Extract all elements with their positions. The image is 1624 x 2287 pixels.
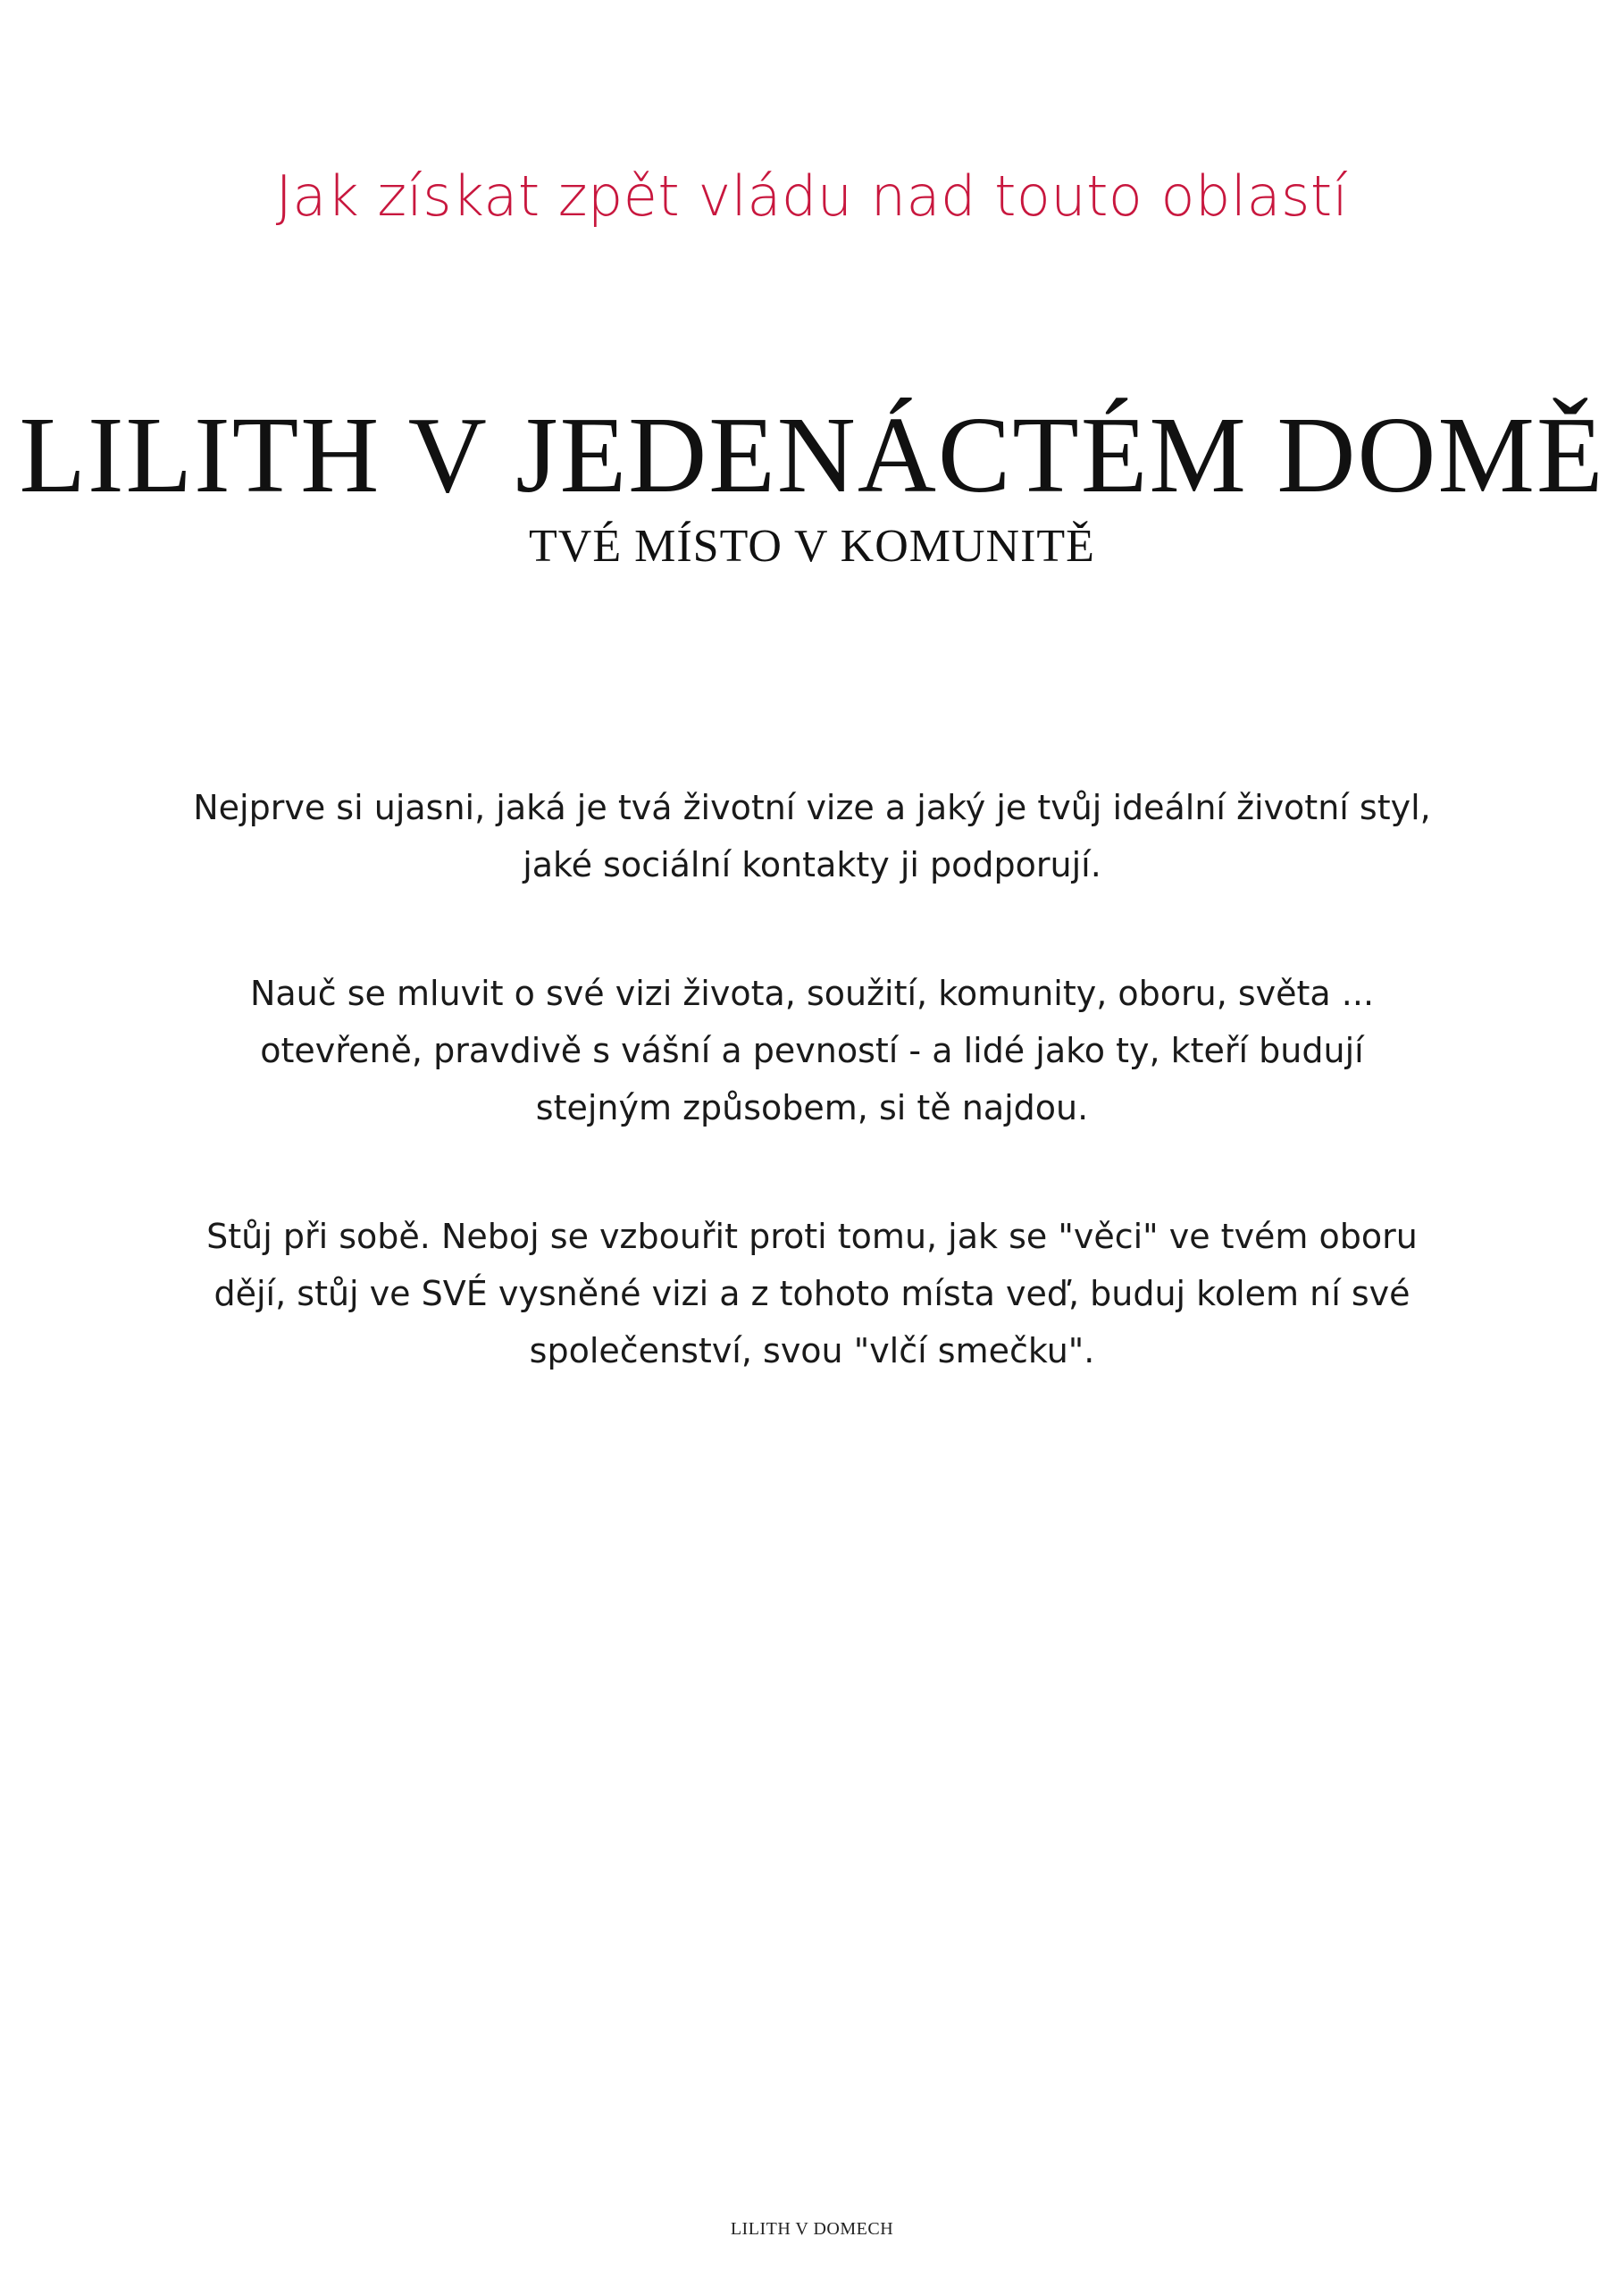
kicker-heading: Jak získat zpět vládu nad touto oblastí — [275, 163, 1349, 229]
paragraph-line: společenství, svou "vlčí smečku". — [529, 1331, 1095, 1370]
body-text — [134, 779, 1490, 1451]
page-footer: LILITH V DOMECH — [730, 2219, 894, 2239]
paragraph-1 — [134, 779, 1490, 893]
paragraph-line: Nauč se mluvit o své vizi života, soužití, komunity, oboru, světa ... — [249, 974, 1375, 1013]
paragraph-line: Stůj při sobě. Neboj se vzbouřit proti tomu, jak se "věci" ve tvém oboru — [206, 1217, 1418, 1256]
paragraph-line: dějí, stůj ve SVÉ vysněné vizi a z tohoto místa veď, buduj kolem ní své — [213, 1274, 1411, 1313]
paragraph-2 — [134, 965, 1490, 1136]
paragraph-line: jaké sociální kontakty ji podporují. — [523, 845, 1101, 884]
paragraph-3 — [134, 1208, 1490, 1379]
page-subtitle: TVÉ MÍSTO V KOMUNITĚ — [529, 521, 1095, 572]
page-title: LILITH V JEDENÁCTÉM DOMĚ — [19, 395, 1605, 515]
paragraph-line: Nejprve si ujasni, jaká je tvá životní vize a jaký je tvůj ideální životní styl, — [193, 788, 1431, 827]
paragraph-line: stejným způsobem, si tě najdou. — [535, 1088, 1089, 1127]
paragraph-line: otevřeně, pravdivě s vášní a pevností - a lidé jako ty, kteří budují — [260, 1031, 1364, 1070]
